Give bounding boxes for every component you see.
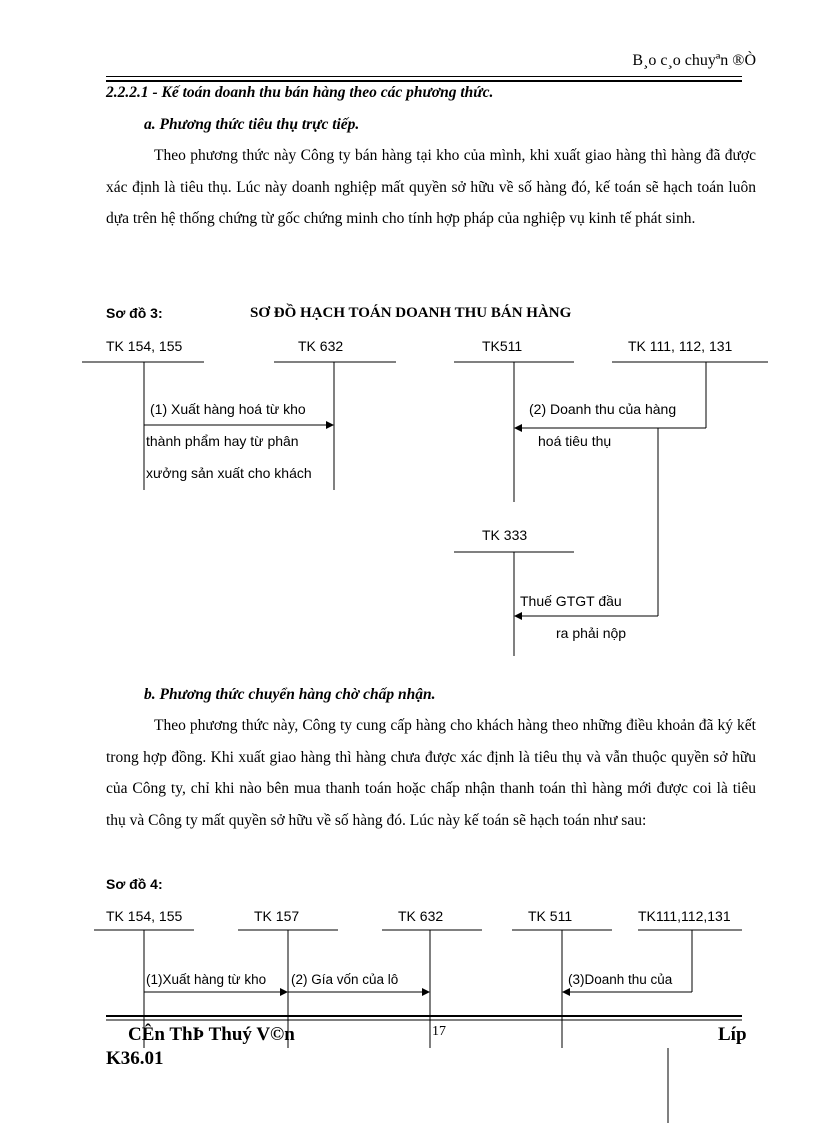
d4-account-511: TK 511 <box>528 908 573 924</box>
d3-entry3-line2: ra phải nộp <box>556 625 627 641</box>
d4-arrowhead-2 <box>422 988 430 996</box>
d3-account-154-155: TK 154, 155 <box>106 338 183 354</box>
d3-account-632: TK 632 <box>298 338 344 354</box>
d3-entry2-line1: (2) Doanh thu của hàng <box>529 401 677 417</box>
d4-account-111-112-131: TK111,112,131 <box>638 908 731 924</box>
diagram3-title: SƠ ĐỒ HẠCH TOÁN DOANH THU BÁN HÀNG <box>250 305 572 321</box>
d4-entry3: (3)Doanh thu của <box>568 972 673 987</box>
d4-arrowhead-1 <box>280 988 288 996</box>
d3-entry1-line1: (1) Xuất hàng hoá từ kho <box>150 401 306 417</box>
d4-entry1: (1)Xuất hàng từ kho <box>146 972 267 987</box>
d3-entry3-line1: Thuế GTGT đầu <box>520 593 622 609</box>
paragraph-a: Theo phương thức này Công ty bán hàng tại kho của mình, khi xuất giao hàng thì hàng đã được xác định là tiêu thụ. Lúc này doanh nghiệp mất quyền sở hữu về số hàng đó, kế toán sẽ hạch toán luôn dựa trên hệ thống chứng từ gốc chứng minh cho tính hợp pháp của nghiệp vụ kinh tế phát sinh. <box>106 147 756 227</box>
footer-class-label: Líp <box>718 1024 747 1045</box>
footer-author: CÊn ThÞ Thuý V©n <box>128 1024 295 1045</box>
d3-arrowhead-3 <box>514 612 522 620</box>
d3-account-111-112-131: TK 111, 112, 131 <box>628 338 733 354</box>
d3-entry1-line3: xưởng sản xuất cho khách <box>146 465 312 481</box>
d4-account-157: TK 157 <box>254 908 300 924</box>
d3-arrowhead-1 <box>326 421 334 429</box>
footer-class-code: K36.01 <box>106 1048 164 1069</box>
d4-arrowhead-3 <box>562 988 570 996</box>
d4-entry2: (2) Gía vốn của lô <box>291 972 399 987</box>
d3-entry2-line2: hoá tiêu thụ <box>538 433 612 449</box>
paragraph-b: Theo phương thức này, Công ty cung cấp hàng cho khách hàng theo những điều khoản đã ký kết trong hợp đồng. Khi xuất giao hàng thì hàng chưa được xác định là tiêu thụ và vẫn thuộc quyền sở hữu của Công ty, chỉ khi nào bên mua thanh toán hoặc chấp nhận thanh toán thì hàng mới được coi là tiêu thụ và Công ty mất quyền sở hữu về số hàng đó. Lúc này kế toán sẽ hạch toán như sau: <box>106 717 756 829</box>
footer-page-number: 17 <box>432 1024 446 1039</box>
d3-arrowhead-2 <box>514 424 522 432</box>
subheading-a: a. Phương thức tiêu thụ trực tiếp. <box>144 116 360 133</box>
d4-account-154-155: TK 154, 155 <box>106 908 183 924</box>
d3-entry1-line2: thành phẩm hay từ phân <box>146 433 299 449</box>
subheading-b: b. Phương thức chuyển hàng chờ chấp nhận. <box>144 686 436 703</box>
d3-account-511: TK511 <box>482 338 523 354</box>
section-heading: 2.2.2.1 - Kế toán doanh thu bán hàng theo các phương thức. <box>106 84 494 101</box>
d3-account-333: TK 333 <box>482 527 528 543</box>
report-header-title: B¸o c¸o chuyªn ®Ò <box>632 52 756 69</box>
diagram4-label: Sơ đồ 4: <box>106 876 163 892</box>
d4-account-632: TK 632 <box>398 908 444 924</box>
diagram3-label: Sơ đồ 3: <box>106 305 163 321</box>
